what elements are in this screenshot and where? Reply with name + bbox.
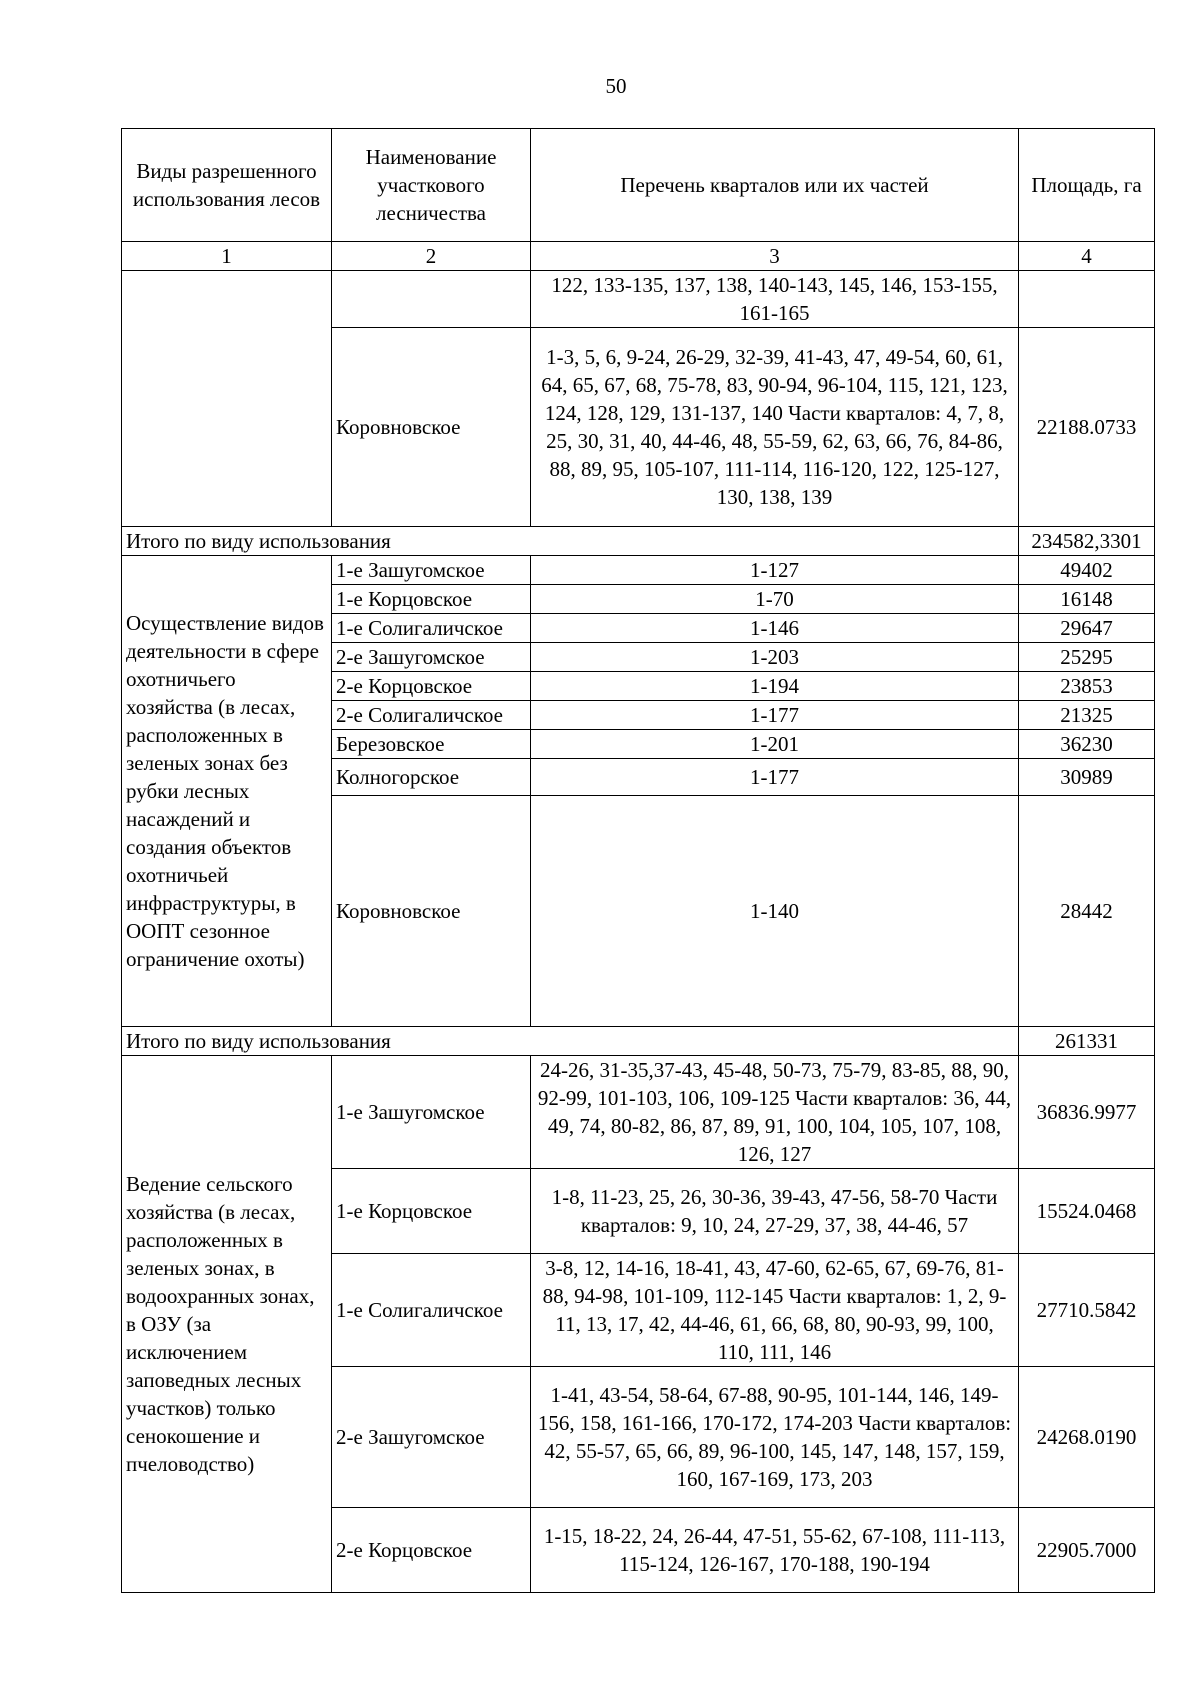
area-cell: 21325	[1019, 701, 1155, 730]
quarters-cell: 1-194	[531, 672, 1019, 701]
area-cell: 24268.0190	[1019, 1367, 1155, 1508]
area-cell: 29647	[1019, 614, 1155, 643]
area-cell: 28442	[1019, 796, 1155, 1027]
area-cell: 25295	[1019, 643, 1155, 672]
forestry-cell: 2-е Солигаличское	[332, 701, 531, 730]
table-header-row	[122, 129, 1155, 242]
area-cell: 27710.5842	[1019, 1254, 1155, 1367]
table-row	[122, 271, 1155, 328]
total-value: 234582,3301	[1019, 527, 1155, 556]
column-number: 1	[122, 242, 332, 271]
forest-use-table	[121, 128, 1155, 1593]
quarters-cell: 1-177	[531, 701, 1019, 730]
forestry-cell: 1-е Зашугомское	[332, 556, 531, 585]
column-number: 4	[1019, 242, 1155, 271]
forestry-cell: Березовское	[332, 730, 531, 759]
total-value: 261331	[1019, 1027, 1155, 1056]
quarters-cell: 122, 133-135, 137, 138, 140-143, 145, 146, 153-155, 161-165	[531, 271, 1019, 328]
header-quarters: Перечень кварталов или их частей	[531, 129, 1019, 242]
table-row	[122, 1056, 1155, 1169]
forestry-cell: Колногорское	[332, 759, 531, 796]
column-number: 2	[332, 242, 531, 271]
area-cell: 49402	[1019, 556, 1155, 585]
forestry-cell: Коровновское	[332, 328, 531, 527]
quarters-cell: 1-203	[531, 643, 1019, 672]
total-row	[122, 527, 1155, 556]
forestry-cell: 1-е Корцовское	[332, 585, 531, 614]
total-row	[122, 1027, 1155, 1056]
area-cell: 30989	[1019, 759, 1155, 796]
forestry-cell: 2-е Корцовское	[332, 672, 531, 701]
total-label: Итого по виду использования	[122, 1027, 1019, 1056]
quarters-cell: 1-70	[531, 585, 1019, 614]
header-forestry: Наименование участкового лесничества	[332, 129, 531, 242]
area-cell	[1019, 271, 1155, 328]
forestry-cell	[332, 271, 531, 328]
column-number-row	[122, 242, 1155, 271]
column-number: 3	[531, 242, 1019, 271]
area-cell: 22188.0733	[1019, 328, 1155, 527]
area-cell: 36836.9977	[1019, 1056, 1155, 1169]
area-cell: 15524.0468	[1019, 1169, 1155, 1254]
quarters-cell: 3-8, 12, 14-16, 18-41, 43, 47-60, 62-65, 67, 69-76, 81-88, 94-98, 101-109, 112-145 Части кварталов: 1, 2, 9-11, 13, 17, 42, 44-46, 61, 66, 68, 80, 90-93, 99, 100, 110, 111, 146	[531, 1254, 1019, 1367]
header-kind: Виды разрешенного использования лесов	[122, 129, 332, 242]
area-cell: 22905.7000	[1019, 1508, 1155, 1593]
table-row	[122, 556, 1155, 585]
quarters-cell: 1-127	[531, 556, 1019, 585]
area-cell: 23853	[1019, 672, 1155, 701]
forestry-cell: Коровновское	[332, 796, 531, 1027]
quarters-cell: 24-26, 31-35,37-43, 45-48, 50-73, 75-79, 83-85, 88, 90, 92-99, 101-103, 106, 109-125 Части кварталов: 36, 44, 49, 74, 80-82, 86, 87, 89, 91, 100, 104, 105, 107, 108, 126, 127	[531, 1056, 1019, 1169]
forestry-cell: 2-е Зашугомское	[332, 643, 531, 672]
quarters-cell: 1-146	[531, 614, 1019, 643]
forestry-cell: 2-е Корцовское	[332, 1508, 531, 1593]
kind-cell: Ведение сельского хозяйства (в лесах, расположенных в зеленых зонах, в водоохранных зонах, в ОЗУ (за исключением заповедных лесных участков) только сенокошение и пчеловодство)	[122, 1056, 332, 1593]
quarters-cell: 1-140	[531, 796, 1019, 1027]
kind-cell-empty	[122, 271, 332, 527]
page-number: 50	[605, 74, 627, 98]
kind-cell: Осуществление видов деятельности в сфере охотничьего хозяйства (в лесах, расположенных в зеленых зонах без рубки лесных насаждений и создания объектов охотничьей инфраструктуры, в ООПТ сезонное ограничение охоты)	[122, 556, 332, 1027]
forestry-cell: 1-е Корцовское	[332, 1169, 531, 1254]
header-area: Площадь, га	[1019, 129, 1155, 242]
forestry-cell: 1-е Зашугомское	[332, 1056, 531, 1169]
quarters-cell: 1-15, 18-22, 24, 26-44, 47-51, 55-62, 67-108, 111-113, 115-124, 126-167, 170-188, 190-194	[531, 1508, 1019, 1593]
forestry-cell: 1-е Солигаличское	[332, 614, 531, 643]
forestry-cell: 1-е Солигаличское	[332, 1254, 531, 1367]
area-cell: 16148	[1019, 585, 1155, 614]
total-label: Итого по виду использования	[122, 527, 1019, 556]
forestry-cell: 2-е Зашугомское	[332, 1367, 531, 1508]
quarters-cell: 1-201	[531, 730, 1019, 759]
area-cell: 36230	[1019, 730, 1155, 759]
quarters-cell: 1-177	[531, 759, 1019, 796]
quarters-cell: 1-41, 43-54, 58-64, 67-88, 90-95, 101-144, 146, 149-156, 158, 161-166, 170-172, 174-203 Части кварталов: 42, 55-57, 65, 66, 89, 96-100, 145, 147, 148, 157, 159, 160, 167-169, 173, 203	[531, 1367, 1019, 1508]
quarters-cell: 1-8, 11-23, 25, 26, 30-36, 39-43, 47-56, 58-70 Части кварталов: 9, 10, 24, 27-29, 37, 38, 44-46, 57	[531, 1169, 1019, 1254]
quarters-cell: 1-3, 5, 6, 9-24, 26-29, 32-39, 41-43, 47, 49-54, 60, 61, 64, 65, 67, 68, 75-78, 83, 90-94, 96-104, 115, 121, 123, 124, 128, 129, 131-137, 140 Части кварталов: 4, 7, 8, 25, 30, 31, 40, 44-46, 48, 55-59, 62, 63, 66, 76, 84-86, 88, 89, 95, 105-107, 111-114, 116-120, 122, 125-127, 130, 138, 139	[531, 328, 1019, 527]
